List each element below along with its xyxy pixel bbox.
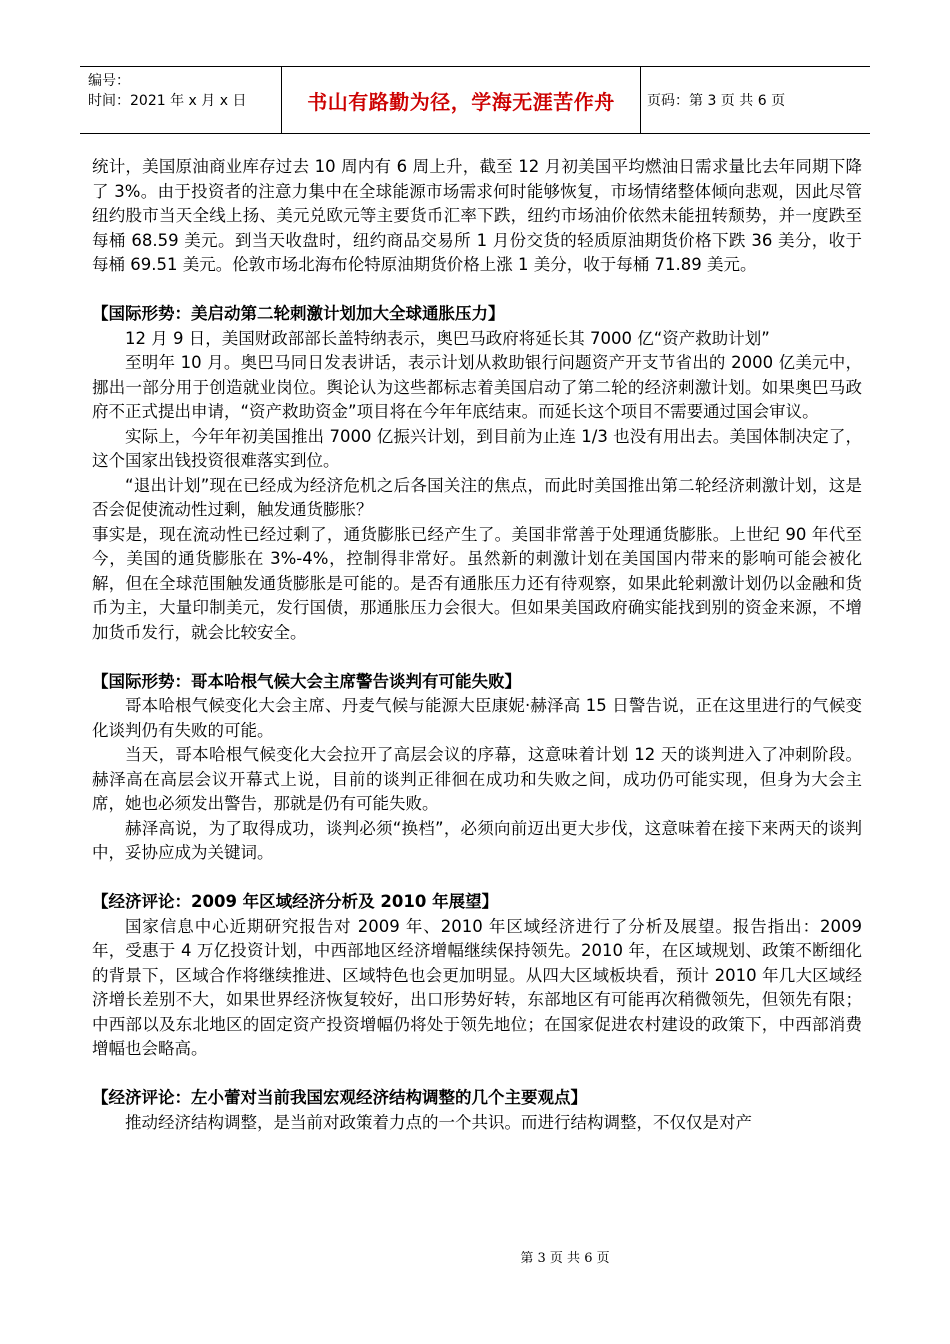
- section-heading: 【经济评论：左小蕾对当前我国宏观经济结构调整的几个主要观点】: [92, 1088, 587, 1107]
- body-paragraph: 哥本哈根气候变化大会主席、丹麦气候与能源大臣康妮·赫泽高 15 日警告说，正在这里进行的气候变化谈判仍有失败的可能。: [92, 696, 862, 740]
- body-paragraph: 12 月 9 日，美国财政部部长盖特纳表示，奥巴马政府将延长其 7000 亿“资产救助计划”: [125, 328, 770, 348]
- section-heading: 【国际形势：哥本哈根气候大会主席警告谈判有可能失败】: [92, 671, 521, 691]
- body-paragraph: 至明年 10 月。奥巴马同日发表讲话，表示计划从救助银行问题资产开支节省出的 2000 亿美元中，挪出一部分用于创造就业岗位。舆论认为这些都标志着美国启动了第二轮的经济刺激计划。如果奥巴马政府不正式提出申请，“资产救助资金”项目将在今年年底结束。而延长这个项目不需要通过国会审议。: [92, 353, 862, 421]
- header-motto: 书山有路勤为径，学海无涯苦作舟: [282, 67, 641, 133]
- header-meta: [80, 67, 282, 133]
- body-paragraph: 事实是，现在流动性已经过剩了，通货膨胀已经产生了。美国非常善于处理通货膨胀。上世纪 90 年代至今，美国的通货膨胀在 3%-4%，控制得非常好。虽然新的刺激计划在美国国内带来的影响可能会被化解，但在全球范围触发通货膨胀是可能的。是否有通胀压力还有待观察，如果此轮刺激计划仍以金融和货币为主，大量印制美元，发行国债，那通胀压力会很大。但如果美国政府确实能找到别的资金来源，不增加货币发行，就会比较安全。: [92, 524, 862, 642]
- body-paragraph: 当天，哥本哈根气候变化大会拉开了高层会议的序幕，这意味着计划 12 天的谈判进入了冲刺阶段。赫泽高在高层会议开幕式上说，目前的谈判正徘徊在成功和失败之间，成功仍可能实现，但身为大会主席，她也必须发出警告，那就是仍有可能失败。: [92, 745, 862, 813]
- page-footer: [0, 1247, 950, 1266]
- body-paragraph: 国家信息中心近期研究报告对 2009 年、2010 年区域经济进行了分析及展望。报告指出：2009 年，受惠于 4 万亿投资计划，中西部地区经济增幅继续保持领先。2010 年，在区域规划、政策不断细化的背景下，区域合作将继续推进、区域特色也会更加明显。从四大区域板块看，预计 2010 年几大区域经济增长差别不大，如果世界经济恢复较好，出口形势好转，东部地区有可能再次稍微领先，但领先有限；中西部以及东北地区的固定资产投资增幅仍将处于领先地位；在国家促进农村建设的政策下，中西部消费增幅也会略高。: [92, 916, 862, 1058]
- body-paragraph: 实际上，今年年初美国推出 7000 亿振兴计划，到目前为止连 1/3 也没有用出去。美国体制决定了，这个国家出钱投资很难落实到位。: [92, 426, 862, 470]
- document-time: 时间：2021 年 x 月 x 日: [88, 93, 247, 109]
- body-paragraph: 推动经济结构调整，是当前对政策着力点的一个共识。而进行结构调整，不仅仅是对产: [125, 1112, 752, 1132]
- page-header: [80, 66, 870, 134]
- body-paragraph: “退出计划”现在已经成为经济危机之后各国关注的焦点，而此时美国推出第二轮经济刺激计划，这是否会促使流动性过剩，触发通货膨胀？: [92, 475, 862, 519]
- body-paragraph: 统计，美国原油商业库存过去 10 周内有 6 周上升，截至 12 月初美国平均燃油日需求量比去年同期下降了 3%。由于投资者的注意力集中在全球能源市场需求何时能够恢复，市场情绪整体倾向悲观，因此尽管纽约股市当天全线上扬、美元兑欧元等主要货币汇率下跌，纽约市场油价依然未能扭转颓势，并一度跌至每桶 68.59 美元。到当天收盘时，纽约商品交易所 1 月份交货的轻质原油期货价格下跌 36 美分，收于每桶 69.51 美元。伦敦市场北海布伦特原油期货价格上涨 1 美分，收于每桶 71.89 美元。: [92, 157, 862, 274]
- section-heading: 【国际形势：美启动第二轮刺激计划加大全球通胀压力】: [92, 304, 505, 323]
- body-paragraph: 赫泽高说，为了取得成功，谈判必须“换档”，必须向前迈出更大步伐，这意味着在接下来两天的谈判中，妥协应成为关键词。: [92, 818, 862, 862]
- footer-page-number: 第 3 页 共 6 页: [520, 1251, 610, 1266]
- document-body: [92, 155, 862, 1135]
- header-page-info: 页码：第 3 页 共 6 页: [647, 93, 786, 109]
- document-number: 编号：: [88, 73, 130, 89]
- section-heading: 【经济评论：2009 年区域经济分析及 2010 年展望】: [92, 892, 499, 911]
